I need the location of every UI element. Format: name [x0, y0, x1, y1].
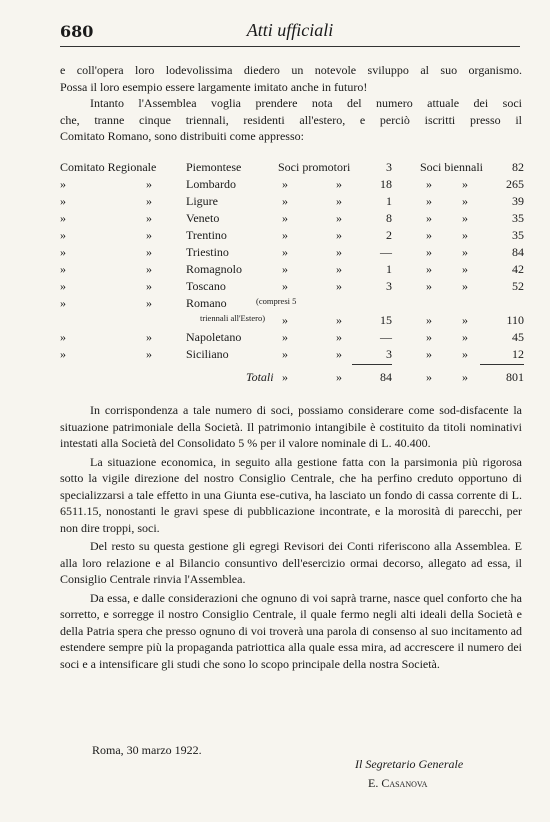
table-cell: 35 [512, 228, 524, 242]
ditto-mark: » [60, 177, 66, 191]
ditto-mark: » [336, 279, 342, 293]
region-note: (compresi 5 [256, 296, 297, 306]
ditto-mark: » [282, 245, 288, 259]
table-row [60, 330, 524, 347]
region-name: Lombardo [186, 177, 236, 191]
table-cell: 3 [386, 347, 392, 361]
ditto-mark: » [282, 262, 288, 276]
ditto-mark: » [146, 296, 152, 310]
region-name: Triestino [186, 245, 229, 259]
ditto-mark: » [462, 211, 468, 225]
region-name: Siciliano [186, 347, 229, 361]
page-number: 680 [60, 22, 94, 41]
ditto-mark: » [462, 347, 468, 361]
totals-label: Totali [246, 370, 274, 384]
intro-line: Possa il loro esempio essere largamente imitato anche in futuro! [60, 79, 368, 94]
ditto-mark: » [282, 211, 288, 225]
ditto-mark: » [146, 194, 152, 208]
paragraph [60, 590, 522, 673]
table-cell: — [380, 330, 392, 344]
paragraph-text: La situazione economica, in seguito alla gestione fatta con la parsimonia più rigorosa sotto la vigile direzione del nostro Consiglio Centrale, che ha perfino creduto opportuno di specializzarsi a tale effetto in una Giunta ese-cutiva, ha lasciato un fondo di cassa corrente di L. 6511.15, nonostanti le gravi spese di pubblicazione incontrate, e la morosità di parecchi, per non dire troppi, soci. [60, 454, 522, 535]
signatory-name: E. Casanova [368, 776, 428, 790]
table-row [60, 262, 524, 279]
table-cell: 265 [506, 177, 524, 191]
intro-line: Comitato Romano, sono distribuiti come appresso: [60, 129, 304, 143]
table-cell: 110 [506, 313, 524, 327]
ditto-mark: » [426, 211, 432, 225]
table-cell: 1 [386, 262, 392, 276]
ditto-mark: » [146, 347, 152, 361]
ditto-mark: » [336, 177, 342, 191]
paragraph-text: In corrispondenza a tale numero di soci, possiamo considerare come sod-disfacente la situazione patrimoniale della Società. Il patrimonio intangibile è costituito da titoli nominativi intestati alla Società del Consolidato 5 % per il valore nominale di L. 40.400. [60, 403, 522, 450]
table-row [60, 194, 524, 211]
ditto-mark: » [336, 245, 342, 259]
table-cell: 39 [512, 194, 524, 208]
ditto-mark: » [146, 330, 152, 344]
region-note: triennali all'Estero) [200, 313, 266, 323]
paragraph-text: Da essa, e dalle considerazioni che ognuno di voi saprà trarne, nasce quel conforto che ha sorretto, e sorregge il nostro Consiglio Centrale, il quale fermo negli alti ideali della Società e della Patria spera che presso ognuno di voi troverà una parola di consenso al suo incitamento ad estendere sempre più la propaganda patriottica alla quale essa mira, ad accrescere il numero dei soci e a intensificare gli studi che sono lo scopo principale della nostra Società. [60, 590, 522, 671]
ditto-mark: » [426, 245, 432, 259]
ditto-mark: » [462, 313, 468, 327]
ditto-mark: » [462, 262, 468, 276]
region-name: Veneto [186, 211, 220, 225]
ditto-mark: » [282, 347, 288, 361]
table-cell: 3 [386, 279, 392, 293]
table-cell: 18 [380, 177, 392, 191]
ditto-mark: » [336, 194, 342, 208]
intro-line: e coll'opera loro lodevolissima diedero un notevole sviluppo al suo organismo. [60, 63, 522, 77]
ditto-mark: » [462, 370, 468, 384]
paragraph-text: Del resto su questa gestione gli egregi Revisori dei Conti riferiscono alla Assemblea. E alla loro relazione e al Bilancio consuntivo dell'esercizio ormai decorso, allegato ad essa, il Consiglio Centrale rinvia l'Assemblea. [60, 539, 522, 586]
paragraph [60, 454, 522, 537]
ditto-mark: » [336, 347, 342, 361]
ditto-mark: » [336, 262, 342, 276]
ditto-mark: » [146, 262, 152, 276]
table-cell: — [380, 245, 392, 259]
intro-paragraph [60, 62, 522, 145]
ditto-mark: » [60, 211, 66, 225]
ditto-mark: » [146, 177, 152, 191]
intro-line: Intanto l'Assemblea voglia prendere nota del numero attuale dei soci [90, 96, 522, 110]
table-header-row [60, 160, 524, 177]
ditto-mark: » [282, 228, 288, 242]
table-row [60, 296, 524, 313]
sum-rule [480, 364, 524, 365]
ditto-mark: » [426, 330, 432, 344]
ditto-mark: » [426, 262, 432, 276]
ditto-mark: » [426, 347, 432, 361]
table-cell: 82 [512, 160, 524, 174]
ditto-mark: » [60, 262, 66, 276]
region-name: Romano [186, 296, 227, 310]
ditto-mark: » [282, 330, 288, 344]
table-totals-row [60, 370, 524, 387]
table-cell: 42 [512, 262, 524, 276]
table-cell: 3 [386, 160, 392, 174]
ditto-mark: » [282, 177, 288, 191]
ditto-mark: » [60, 228, 66, 242]
table-row [60, 279, 524, 296]
region-name: Toscano [186, 279, 226, 293]
table-row [60, 211, 524, 228]
ditto-mark: » [336, 370, 342, 384]
ditto-mark: » [60, 245, 66, 259]
paragraph [60, 402, 522, 452]
ditto-mark: » [336, 228, 342, 242]
ditto-mark: » [60, 279, 66, 293]
table-cell: 84 [380, 370, 392, 384]
table-row [60, 313, 524, 330]
header-rule [60, 46, 520, 47]
table-cell: 15 [380, 313, 392, 327]
table-cell: 8 [386, 211, 392, 225]
body-text [60, 402, 522, 672]
ditto-mark: » [426, 194, 432, 208]
ditto-mark: » [336, 211, 342, 225]
ditto-mark: » [426, 177, 432, 191]
region-name: Ligure [186, 194, 218, 208]
intro-line: che, tranne cinque triennali, residenti all'estero, e perciò iscritti presso il [60, 112, 522, 127]
ditto-mark: » [426, 313, 432, 327]
table-cell: 2 [386, 228, 392, 242]
table-row [60, 245, 524, 262]
signatory-title: Il Segretario Generale [355, 757, 464, 771]
ditto-mark: » [282, 313, 288, 327]
ditto-mark: » [462, 194, 468, 208]
page-header [60, 22, 520, 46]
ditto-mark: » [426, 228, 432, 242]
region-name: Napoletano [186, 330, 242, 344]
ditto-mark: » [60, 330, 66, 344]
table-cell: 1 [386, 194, 392, 208]
ditto-mark: » [462, 177, 468, 191]
region-name: Romagnolo [186, 262, 242, 276]
region-name: Trentino [186, 228, 227, 242]
ditto-mark: » [60, 296, 66, 310]
ditto-mark: » [426, 279, 432, 293]
table-cell: 35 [512, 211, 524, 225]
ditto-mark: » [426, 370, 432, 384]
ditto-mark: » [146, 211, 152, 225]
table-cell: 12 [512, 347, 524, 361]
table-cell: Piemontese [186, 160, 242, 174]
ditto-mark: » [282, 194, 288, 208]
members-table [60, 160, 524, 387]
table-row [60, 177, 524, 194]
ditto-mark: » [462, 330, 468, 344]
running-title: Atti ufficiali [246, 20, 334, 40]
table-cell: 45 [512, 330, 524, 344]
ditto-mark: » [336, 313, 342, 327]
ditto-mark: » [336, 330, 342, 344]
table-cell: 801 [506, 370, 524, 384]
ditto-mark: » [462, 279, 468, 293]
table-row [60, 228, 524, 245]
ditto-mark: » [60, 347, 66, 361]
ditto-mark: » [462, 245, 468, 259]
ditto-mark: » [146, 228, 152, 242]
table-cell: Soci biennali [420, 160, 483, 174]
ditto-mark: » [146, 279, 152, 293]
sum-rule [352, 364, 392, 365]
table-cell: 52 [512, 279, 524, 293]
paragraph [60, 538, 522, 588]
ditto-mark: » [282, 370, 288, 384]
table-cell: 84 [512, 245, 524, 259]
ditto-mark: » [146, 245, 152, 259]
table-cell: Soci promotori [278, 160, 351, 174]
ditto-mark: » [282, 279, 288, 293]
ditto-mark: » [60, 194, 66, 208]
table-cell: Comitato Regionale [60, 160, 157, 174]
document-date: Roma, 30 marzo 1922. [92, 743, 202, 757]
ditto-mark: » [462, 228, 468, 242]
table-row [60, 347, 524, 364]
